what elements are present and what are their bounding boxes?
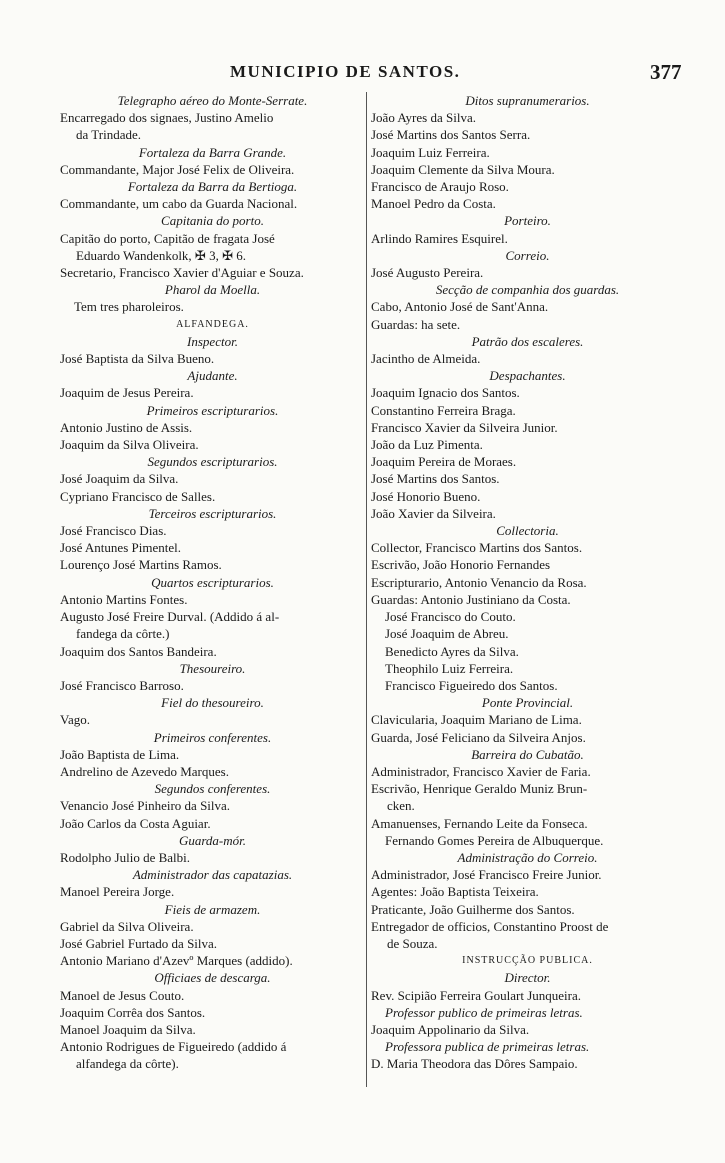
entry-line: Escrivão, João Honorio Fernandes [371,557,551,573]
entry-line: Manoel Joaquim da Silva. [60,1021,196,1037]
entry-line: José Martins dos Santos Serra. [371,127,531,143]
section-heading: Ajudante. [187,368,238,384]
entry-line: Joaquim Pereira de Moraes. [371,454,517,470]
entry-line: João Ayres da Silva. [371,110,476,126]
entry-line: Francisco de Araujo Roso. [371,179,509,195]
entry-line: Tem tres pharoleiros. [74,299,184,315]
entry-line: Clavicularia, Joaquim Mariano de Lima. [371,712,582,728]
section-heading: Professora publica de primeiras letras. [385,1039,590,1055]
entry-line: Entregador de officios, Constantino Proost de [371,918,609,934]
entry-line: Venancio José Pinheiro da Silva. [60,798,231,814]
entry-line: Agentes: João Baptista Teixeira. [371,884,539,900]
entry-line: Eduardo Wandenkolk, ✠ 3, ✠ 6. [76,247,246,263]
section-heading: Barreira do Cubatão. [471,746,584,762]
right-column [371,92,684,1073]
entry-line: José Francisco Dias. [60,523,167,539]
section-heading: Primeiros conferentes. [153,729,272,745]
section-heading: Fortaleza da Barra Grande. [138,144,287,160]
section-heading: Secção de companhia dos guardas. [435,282,620,298]
section-heading: Professor publico de primeiras letras. [385,1004,583,1020]
entry-line: Collector, Francisco Martins dos Santos. [371,540,583,556]
entry-line: Escrivão, Henrique Geraldo Muniz Brun- [371,781,588,797]
section-heading: Terceiros escripturarios. [148,505,277,521]
entry-line: João Xavier da Silveira. [371,505,496,521]
entry-line: José Francisco Barroso. [60,677,184,693]
entry-line: Commandante, um cabo da Guarda Nacional. [60,196,298,212]
section-heading: Pharol da Moella. [164,282,261,298]
entry-line: José Honorio Bueno. [371,488,481,504]
section-heading: Correio. [505,247,550,263]
entry-line: da Trindade. [76,127,141,143]
section-heading: Fieis de armazem. [164,901,261,917]
section-heading: Fiel do thesoureiro. [161,695,264,711]
section-heading: Inspector. [187,333,238,349]
entry-line: Guarda, José Feliciano da Silveira Anjos. [371,729,586,745]
entry-line: Fernando Gomes Pereira de Albuquerque. [385,832,604,848]
entry-line: José Martins dos Santos. [371,471,500,487]
entry-line: Capitão do porto, Capitão de fragata José [60,230,275,246]
entry-line: Joaquim Clemente da Silva Moura. [371,161,555,177]
entry-line: Jacintho de Almeida. [371,351,481,367]
entry-line: Francisco Figueiredo dos Santos. [385,677,558,693]
entry-line: Cabo, Antonio José de Sant'Anna. [371,299,549,315]
entry-line: Gabriel da Silva Oliveira. [60,918,194,934]
entry-line: Benedicto Ayres da Silva. [385,643,519,659]
section-heading: Quartos escripturarios. [151,574,274,590]
left-column [60,92,365,1073]
entry-line: Rev. Scipião Ferreira Goulart Junqueira. [371,987,581,1003]
entry-line: D. Maria Theodora das Dôres Sampaio. [371,1056,578,1072]
entry-line: Antonio Rodrigues de Figueiredo (addido á [60,1039,287,1055]
section-heading: Guarda-mór. [178,832,247,848]
entry-line: Joaquim de Jesus Pereira. [60,385,194,401]
section-heading: Telegrapho aéreo do Monte-Serrate. [117,93,308,108]
section-heading: Collectoria. [496,523,559,539]
entry-line: Joaquim Ignacio dos Santos. [371,385,520,401]
entry-line: João Baptista de Lima. [60,746,180,762]
section-heading: Ditos supranumerarios. [465,93,590,108]
section-heading: Fortaleza da Barra da Bertioga. [127,179,298,195]
page-header [0,62,725,86]
entry-line: Antonio Mariano d'Azevº Marques (addido). [60,953,293,969]
entry-line: Secretario, Francisco Xavier d'Aguiar e Souza. [60,265,304,281]
entry-line: José Joaquim da Silva. [60,471,179,487]
entry-line: Commandante, Major José Felix de Oliveira. [60,161,295,177]
section-heading: Director. [504,970,551,986]
section-heading: Administrador das capatazias. [132,867,293,883]
page-number: 377 [650,60,682,84]
entry-line: Manoel de Jesus Couto. [60,987,185,1003]
entry-line: João Carlos da Costa Aguiar. [60,815,211,831]
section-heading: Capitania do porto. [161,213,264,229]
section-heading: Porteiro. [504,213,551,229]
entry-line: Manoel Pereira Jorge. [60,884,175,900]
entry-line: Vago. [60,712,90,728]
entry-line: Guardas: ha sete. [371,316,461,332]
entry-line: Cypriano Francisco de Salles. [60,488,216,504]
section-heading: Patrão dos escaleres. [471,333,584,349]
entry-line: José Francisco do Couto. [385,609,516,625]
entry-line: José Augusto Pereira. [371,265,484,281]
entry-line: Praticante, João Guilherme dos Santos. [371,901,575,917]
entry-line: de Souza. [387,935,438,951]
entry-line: Escripturario, Antonio Venancio da Rosa. [371,574,587,590]
entry-line: Administrador, Francisco Xavier de Faria. [371,763,591,779]
column-divider [366,92,367,1087]
section-heading: Ponte Provincial. [481,695,574,711]
section-heading: Officiaes de descarga. [154,970,271,986]
entry-line: Amanuenses, Fernando Leite da Fonseca. [371,815,588,831]
entry-line: Andrelino de Azevedo Marques. [60,763,229,779]
entry-line: Francisco Xavier da Silveira Junior. [371,419,558,435]
section-heading: Segundos conferentes. [154,781,271,797]
entry-line: Lourenço José Martins Ramos. [60,557,222,573]
entry-line: Encarregado dos signaes, Justino Amelio [60,110,274,126]
entry-line: cken. [387,798,415,814]
entry-line: José Joaquim de Abreu. [385,626,509,642]
entry-line: Joaquim da Silva Oliveira. [60,437,199,453]
entry-line: José Antunes Pimentel. [60,540,181,556]
entry-line: Manoel Pedro da Costa. [371,196,496,212]
entry-line: José Gabriel Furtado da Silva. [60,935,218,951]
entry-line: Antonio Justino de Assis. [60,419,193,435]
entry-line: alfandega da côrte). [76,1056,179,1072]
entry-line: Guardas: Antonio Justiniano da Costa. [371,591,571,607]
entry-line: Antonio Martins Fontes. [60,591,188,607]
entry-line: Administrador, José Francisco Freire Junior. [371,867,602,883]
entry-line: João da Luz Pimenta. [371,437,483,453]
page-title: MUNICIPIO DE SANTOS. [230,62,461,81]
entry-line: Joaquim Luiz Ferreira. [371,144,490,160]
entry-line: Joaquim Corrêa dos Santos. [60,1004,206,1020]
entry-line: Theophilo Luiz Ferreira. [385,660,514,676]
department-heading: ALFANDEGA. [176,318,249,330]
section-heading: Segundos escripturarios. [147,454,278,470]
entry-line: Joaquim dos Santos Bandeira. [60,643,217,659]
entry-line: Rodolpho Julio de Balbi. [60,849,190,865]
section-heading: Thesoureiro. [179,660,246,676]
entry-line: Joaquim Appolinario da Silva. [371,1021,530,1037]
entry-line: Augusto José Freire Durval. (Addido á al- [60,609,280,625]
entry-line: José Baptista da Silva Bueno. [60,351,215,367]
section-heading: Despachantes. [489,368,566,384]
entry-line: fandega da côrte.) [76,626,170,642]
section-heading: Administração do Correio. [457,849,598,865]
entry-line: Constantino Ferreira Braga. [371,402,516,418]
entry-line: Arlindo Ramires Esquirel. [371,230,508,246]
department-heading: INSTRUCÇÃO PUBLICA. [462,955,593,967]
section-heading: Primeiros escripturarios. [146,402,279,418]
